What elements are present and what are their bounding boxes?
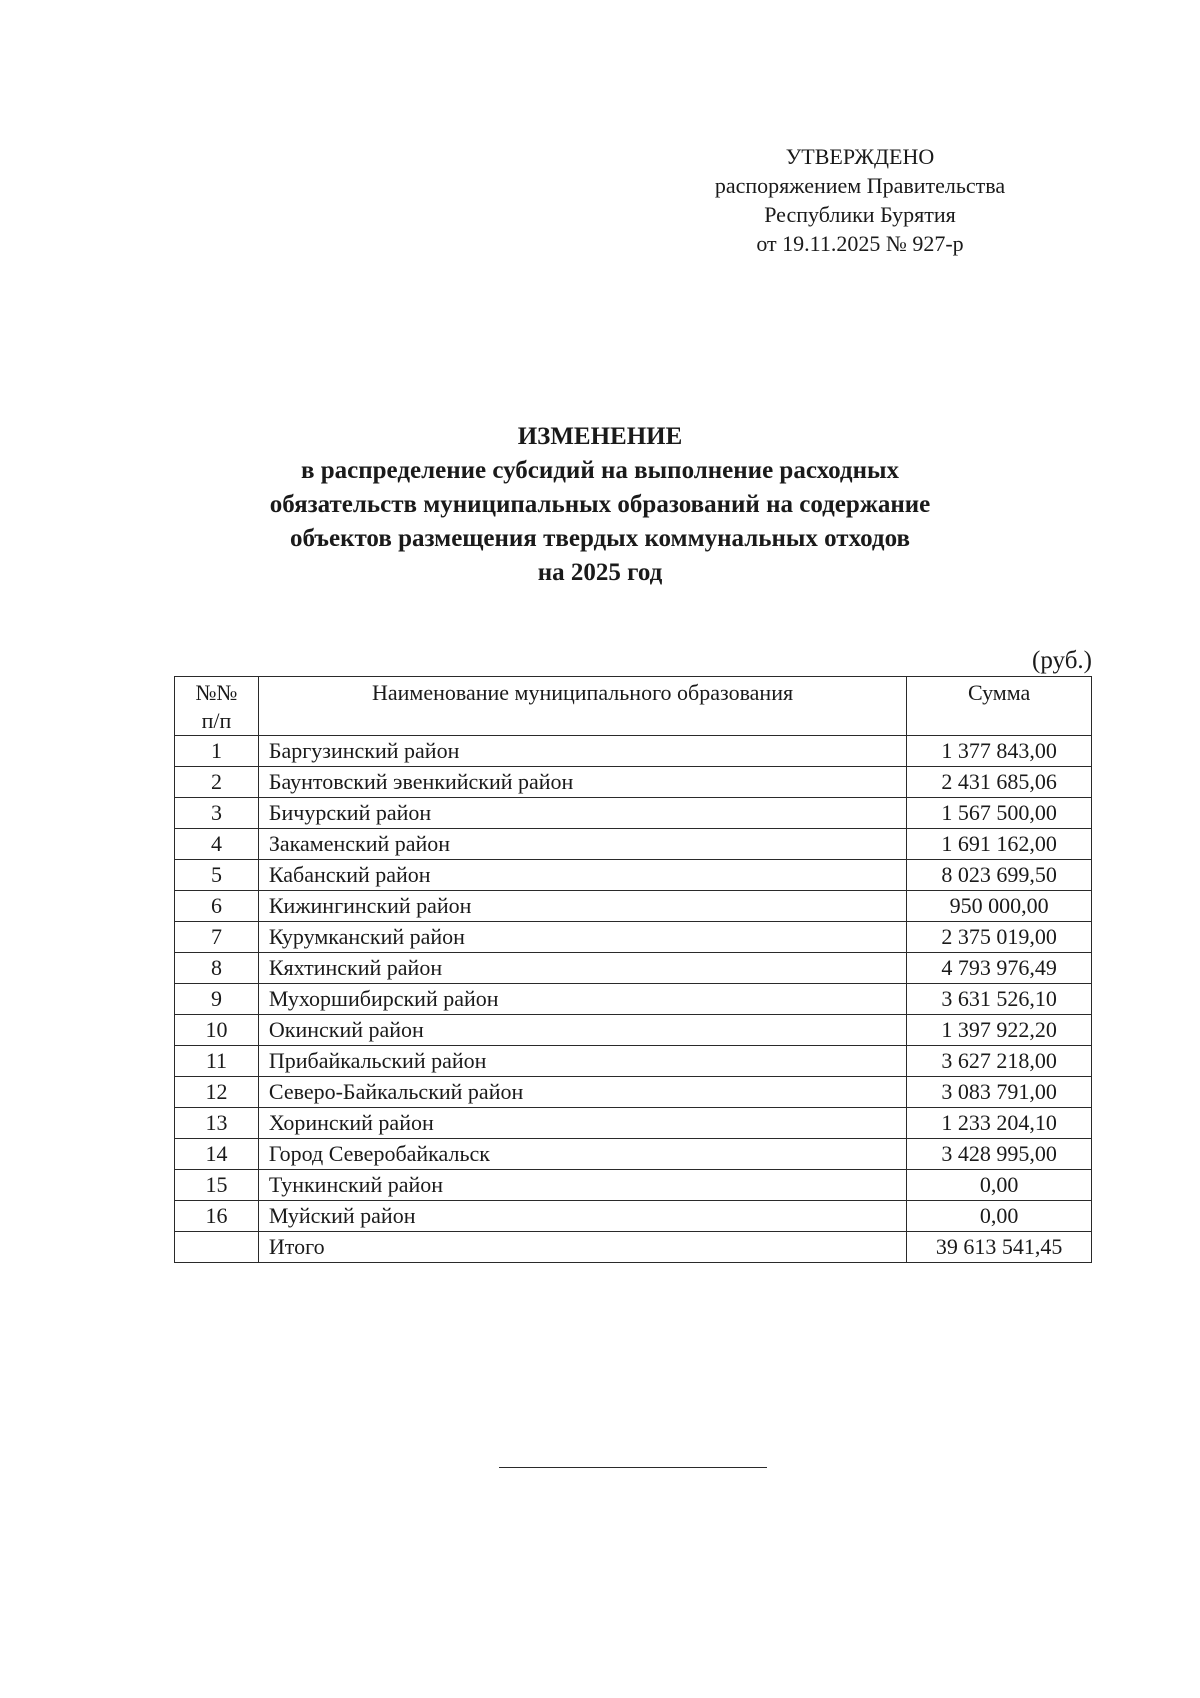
row-number: 1: [175, 736, 259, 767]
subsidy-amount: 1 397 922,20: [907, 1015, 1092, 1046]
closing-line: [499, 1467, 767, 1468]
municipality-name: Баргузинский район: [258, 736, 906, 767]
municipality-name: Кяхтинский район: [258, 953, 906, 984]
table-row: [175, 829, 1092, 860]
approval-date-number: от 19.11.2025 № 927-р: [756, 231, 964, 256]
municipality-name: Итого: [258, 1232, 906, 1263]
row-number: 16: [175, 1201, 259, 1232]
subsidy-amount: 3 627 218,00: [907, 1046, 1092, 1077]
header-sum: Сумма: [907, 677, 1092, 736]
table-row: [175, 1139, 1092, 1170]
table-row: [175, 1170, 1092, 1201]
subsidy-amount: 1 233 204,10: [907, 1108, 1092, 1139]
subsidy-amount: 39 613 541,45: [907, 1232, 1092, 1263]
table-row: [175, 891, 1092, 922]
header-number-line-1: №№: [195, 680, 238, 705]
municipality-name: Северо-Байкальский район: [258, 1077, 906, 1108]
table-row: [175, 736, 1092, 767]
row-number: 13: [175, 1108, 259, 1139]
table-row: [175, 1077, 1092, 1108]
subsidy-amount: 3 083 791,00: [907, 1077, 1092, 1108]
subsidy-amount: 1 377 843,00: [907, 736, 1092, 767]
header-number: [175, 677, 259, 736]
table-row: [175, 798, 1092, 829]
municipality-name: Баунтовский эвенкийский район: [258, 767, 906, 798]
header-number-line-2: п/п: [201, 708, 232, 733]
municipality-name: Кабанский район: [258, 860, 906, 891]
subsidy-amount: 0,00: [907, 1170, 1092, 1201]
subsidy-amount: 4 793 976,49: [907, 953, 1092, 984]
row-number: 11: [175, 1046, 259, 1077]
title-line-3: объектов размещения твердых коммунальных отходов: [290, 525, 910, 552]
subsidy-amount: 2 375 019,00: [907, 922, 1092, 953]
subsidy-amount: 3 428 995,00: [907, 1139, 1092, 1170]
row-number: 8: [175, 953, 259, 984]
header-name: Наименование муниципального образования: [258, 677, 906, 736]
units-label: (руб.): [1032, 647, 1092, 674]
municipality-name: Кижингинский район: [258, 891, 906, 922]
row-number: 6: [175, 891, 259, 922]
table-header-row: [175, 677, 1092, 736]
table-row: [175, 767, 1092, 798]
municipality-name: Город Северобайкальск: [258, 1139, 906, 1170]
municipality-name: Хоринский район: [258, 1108, 906, 1139]
table-row: [175, 860, 1092, 891]
municipality-name: Окинский район: [258, 1015, 906, 1046]
municipality-name: Закаменский район: [258, 829, 906, 860]
title-heading: ИЗМЕНЕНИЕ: [517, 423, 683, 450]
subsidy-table: [174, 676, 1092, 1263]
title-line-4: на 2025 год: [537, 559, 663, 586]
title-line-2: обязательств муниципальных образований на содержание: [269, 491, 931, 518]
table-row: [175, 1015, 1092, 1046]
table-row: [175, 1201, 1092, 1232]
row-number: [175, 1232, 259, 1263]
approval-republic: Республики Бурятия: [764, 202, 956, 227]
row-number: 9: [175, 984, 259, 1015]
municipality-name: Тункинский район: [258, 1170, 906, 1201]
row-number: 5: [175, 860, 259, 891]
row-number: 7: [175, 922, 259, 953]
row-number: 3: [175, 798, 259, 829]
subsidy-amount: 3 631 526,10: [907, 984, 1092, 1015]
subsidy-amount: 1 691 162,00: [907, 829, 1092, 860]
row-number: 10: [175, 1015, 259, 1046]
municipality-name: Бичурский район: [258, 798, 906, 829]
subsidy-amount: 1 567 500,00: [907, 798, 1092, 829]
table-row: [175, 1046, 1092, 1077]
municipality-name: Мухоршибирский район: [258, 984, 906, 1015]
subsidy-amount: 8 023 699,50: [907, 860, 1092, 891]
row-number: 12: [175, 1077, 259, 1108]
approval-stamp: [690, 142, 1030, 258]
municipality-name: Муйский район: [258, 1201, 906, 1232]
subsidy-amount: 2 431 685,06: [907, 767, 1092, 798]
title-line-1: в распределение субсидий на выполнение расходных: [301, 457, 899, 484]
row-number: 15: [175, 1170, 259, 1201]
table-row: [175, 984, 1092, 1015]
municipality-name: Курумканский район: [258, 922, 906, 953]
row-number: 4: [175, 829, 259, 860]
subsidy-amount: 950 000,00: [907, 891, 1092, 922]
document-title: [140, 420, 1060, 590]
approval-label: УТВЕРЖДЕНО: [785, 144, 935, 169]
table-row: [175, 953, 1092, 984]
municipality-name: Прибайкальский район: [258, 1046, 906, 1077]
table-total-row: [175, 1232, 1092, 1263]
row-number: 14: [175, 1139, 259, 1170]
table-body: [175, 736, 1092, 1263]
table-row: [175, 922, 1092, 953]
approval-issuer: распоряжением Правительства: [714, 173, 1006, 198]
subsidy-amount: 0,00: [907, 1201, 1092, 1232]
row-number: 2: [175, 767, 259, 798]
table-row: [175, 1108, 1092, 1139]
